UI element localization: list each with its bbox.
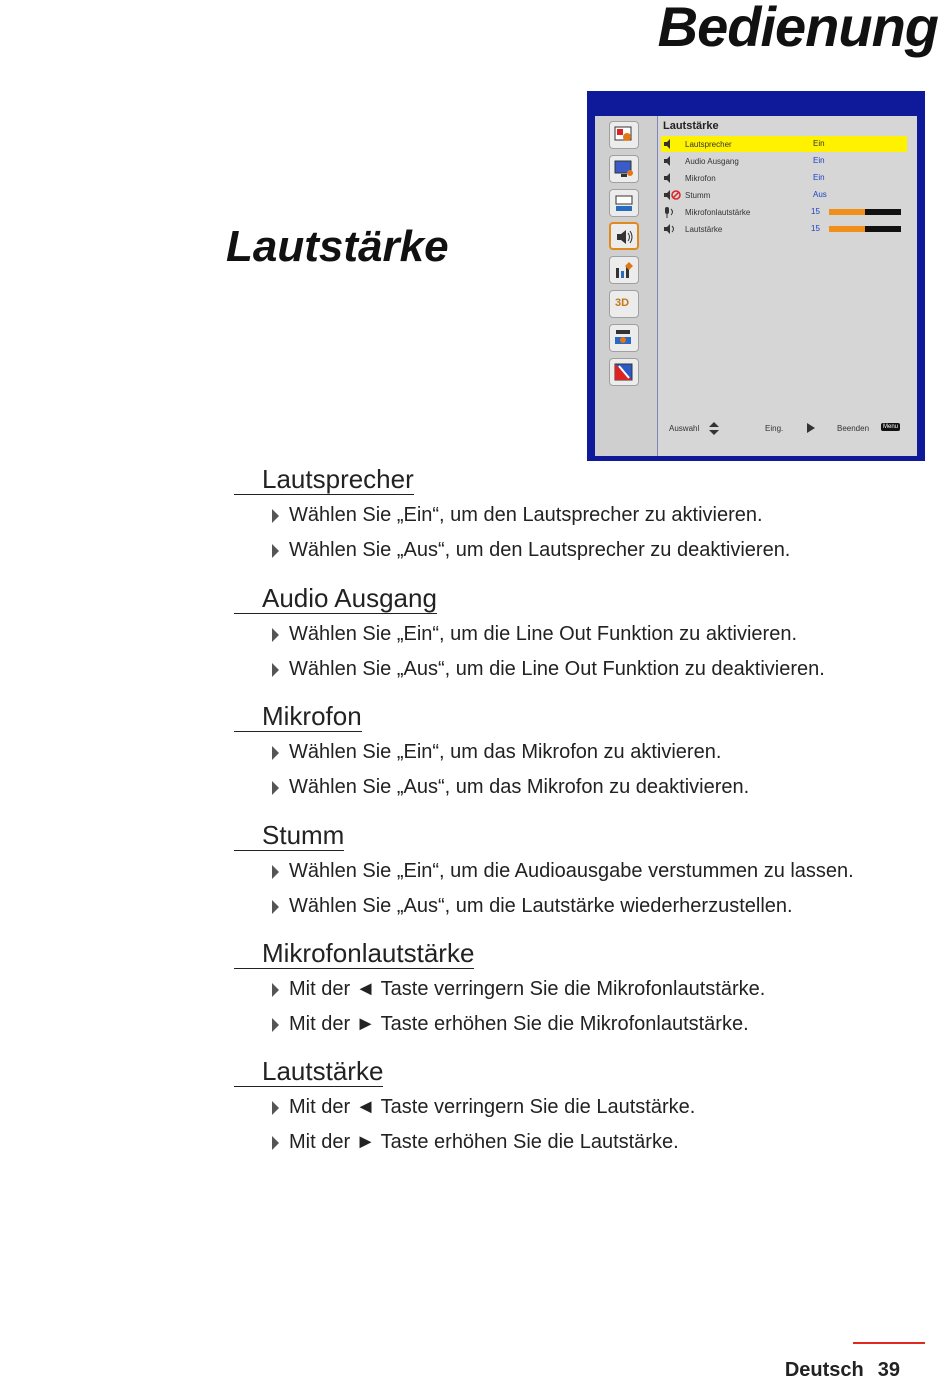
osd-row-lautstaerke: Lautstärke 15 [661, 221, 907, 237]
osd-menu-screenshot [587, 91, 925, 461]
interactive-icon [609, 358, 639, 386]
list-item: Wählen Sie „Aus“, um die Lautstärke wiederherzustellen. [234, 894, 934, 929]
speaker-icon [663, 173, 673, 183]
osd-panel [595, 116, 917, 456]
bullet-arrow-icon [272, 746, 279, 760]
osd-enter-label: Eing. [765, 424, 784, 433]
3d-icon: 3D [609, 290, 639, 318]
section-heading: Mikrofon [234, 701, 362, 732]
list-item: Wählen Sie „Aus“, um das Mikrofon zu deaktivieren. [234, 775, 934, 810]
bullet-arrow-icon [272, 983, 279, 997]
bullet-arrow-icon [272, 781, 279, 795]
section-heading: Mikrofonlautstärke [234, 938, 474, 969]
list-item: Wählen Sie „Aus“, um die Line Out Funktion zu deaktivieren. [234, 657, 934, 692]
osd-row-mikrofonlautstaerke: Mikrofonlautstärke 15 [661, 204, 907, 220]
bullet-arrow-icon [272, 509, 279, 523]
list-item: Mit der ◄ Taste verringern Sie die Mikrofonlautstärke. [234, 977, 934, 1012]
header-title: Bedienung [657, 0, 938, 58]
list-item: Wählen Sie „Ein“, um das Mikrofon zu aktivieren. [234, 740, 934, 775]
speaker-icon [663, 139, 673, 149]
bullet-arrow-icon [272, 1101, 279, 1115]
section-lautsprecher [234, 464, 934, 573]
mic-volume-bar [829, 209, 901, 215]
display-icon [609, 155, 639, 183]
section-heading: Lautsprecher [234, 464, 414, 495]
volume-icon [609, 222, 639, 250]
menu-key-icon: Menu [883, 424, 899, 430]
osd-menu-title: Lautstärke [663, 120, 719, 132]
volume-bar [829, 226, 901, 232]
bullet-arrow-icon [272, 663, 279, 677]
bullet-arrow-icon [272, 865, 279, 879]
list-item: Mit der ► Taste erhöhen Sie die Lautstärke. [234, 1130, 934, 1165]
section-heading: Lautstärke [234, 1056, 383, 1087]
microphone-icon [663, 207, 677, 218]
list-item: Wählen Sie „Ein“, um die Audioausgabe verstummen zu lassen. [234, 859, 934, 894]
section-stumm [234, 820, 934, 929]
section-audio-ausgang [234, 583, 934, 692]
bullet-arrow-icon [272, 1018, 279, 1032]
volume-bar-fill [829, 226, 865, 232]
bullet-arrow-icon [272, 628, 279, 642]
page-title: Lautstärke [226, 222, 449, 271]
osd-row-audio-ausgang: Audio Ausgang Ein [661, 153, 907, 169]
speaker-icon [663, 156, 673, 166]
options-icon [609, 256, 639, 284]
page-number: 39 [877, 1359, 900, 1381]
list-item: Mit der ◄ Taste verringern Sie die Lautstärke. [234, 1095, 934, 1130]
osd-exit-label: Beenden [837, 424, 870, 433]
section-heading: Audio Ausgang [234, 583, 437, 614]
list-item: Mit der ► Taste erhöhen Sie die Mikrofonlautstärke. [234, 1012, 934, 1047]
osd-footer [657, 416, 917, 456]
list-item: Wählen Sie „Aus“, um den Lautsprecher zu deaktivieren. [234, 538, 934, 573]
lan-icon [609, 324, 639, 352]
osd-row-stumm: Stumm Aus [661, 187, 907, 203]
bullet-arrow-icon [272, 544, 279, 558]
bullet-arrow-icon [272, 900, 279, 914]
footer-accent-line [853, 1342, 925, 1344]
picture-icon [609, 121, 639, 149]
section-mikrofonlautstaerke [234, 938, 934, 1047]
volume-icon [663, 224, 677, 235]
osd-row-mikrofon: Mikrofon Ein [661, 170, 907, 186]
mic-volume-bar-fill [829, 209, 865, 215]
list-item: Wählen Sie „Ein“, um den Lautsprecher zu aktivieren. [234, 503, 934, 538]
section-mikrofon [234, 701, 934, 810]
osd-sidebar [595, 116, 658, 456]
list-item: Wählen Sie „Ein“, um die Line Out Funktion zu aktivieren. [234, 622, 934, 657]
footer-language: Deutsch [784, 1359, 864, 1381]
section-lautstaerke [234, 1056, 934, 1165]
osd-row-lautsprecher: Lautsprecher Ein [661, 136, 907, 152]
mute-icon [663, 190, 681, 200]
right-arrow-icon [807, 423, 815, 433]
setup-icon [609, 189, 639, 217]
page-footer [785, 1359, 900, 1382]
bullet-arrow-icon [272, 1136, 279, 1150]
up-down-arrow-icon [709, 422, 719, 436]
section-heading: Stumm [234, 820, 344, 851]
osd-select-label: Auswahl [669, 424, 700, 433]
